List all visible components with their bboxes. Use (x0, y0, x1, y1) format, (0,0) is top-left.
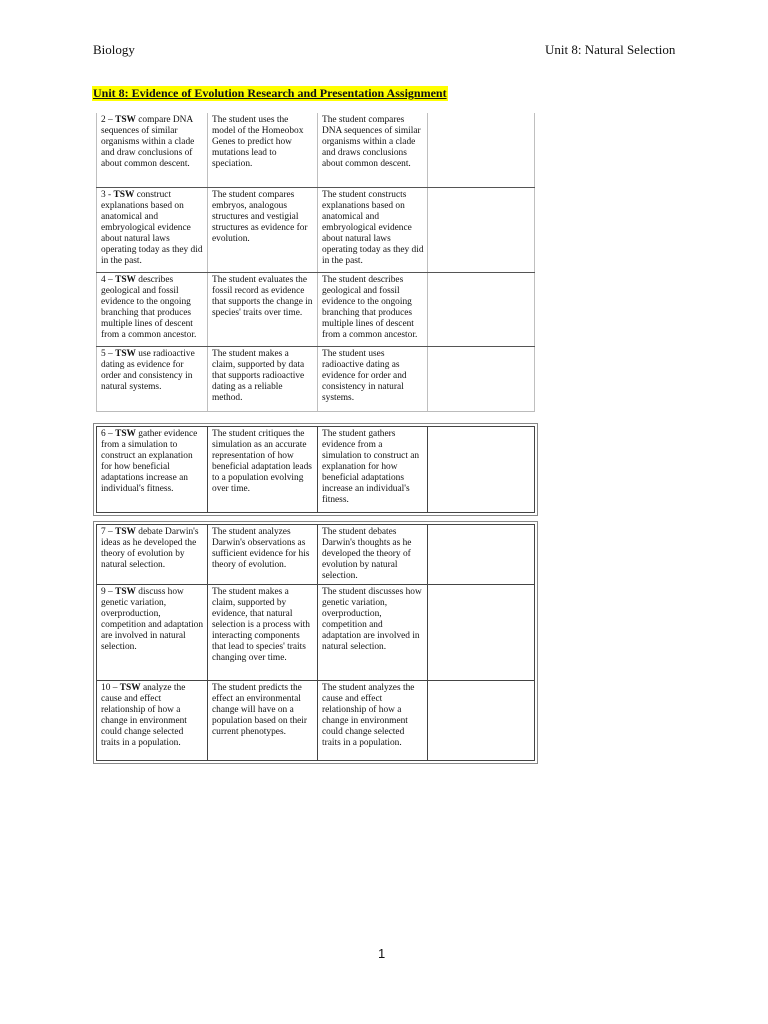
table-row (97, 585, 535, 681)
score-cell (428, 347, 535, 412)
criteria-cell: The student analyzes the cause and effect relationship of how a change in environment could change selected traits in a population. (318, 681, 428, 761)
header-unit: Unit 8: Natural Selection (545, 42, 676, 57)
criteria-cell: The student discusses how genetic variation, overproduction, competition and adaptation are involved in natural selection. (318, 585, 428, 681)
standard-cell: 4 – TSW describes geological and fossil evidence to the ongoing branching that produces multiple lines of descent from a common ancestor. (97, 273, 208, 347)
standard-cell: 9 – TSW discuss how genetic variation, overproduction, competition and adaptation are involved in natural selection. (97, 585, 208, 681)
standards-table-2 (96, 426, 535, 513)
standard-cell: 7 – TSW debate Darwin's ideas as he developed the theory of evolution by natural selection. (97, 525, 208, 585)
table-row (97, 113, 535, 188)
objective-cell: The student evaluates the fossil record as evidence that supports the change in species' traits over time. (208, 273, 318, 347)
criteria-cell: The student debates Darwin's thoughts as he developed the theory of evolution by natural selection. (318, 525, 428, 585)
objective-cell: The student makes a claim, supported by evidence, that natural selection is a process with interacting components that lead to species' traits changing over time. (208, 585, 318, 681)
table-row (97, 347, 535, 412)
criteria-cell: The student compares DNA sequences of similar organisms within a clade and draws conclusions about common descent. (318, 113, 428, 188)
header-subject: Biology (93, 42, 135, 57)
page-title: Unit 8: Evidence of Evolution Research and Presentation Assignment (93, 86, 447, 100)
objective-cell: The student predicts the effect an environmental change will have on a population based on their current phenotypes. (208, 681, 318, 761)
standards-table-1 (96, 113, 535, 412)
criteria-cell: The student constructs explanations based on anatomical and embryological evidence about natural laws operating today as they did in the past. (318, 188, 428, 273)
score-cell (428, 681, 535, 761)
objective-cell: The student uses the model of the Homeobox Genes to predict how mutations lead to speciation. (208, 113, 318, 188)
standard-cell: 10 – TSW analyze the cause and effect relationship of how a change in environment could change selected traits in a population. (97, 681, 208, 761)
score-cell (428, 188, 535, 273)
standard-cell: 5 – TSW use radioactive dating as evidence for order and consistency in natural systems. (97, 347, 208, 412)
table-row (97, 525, 535, 585)
objective-cell: The student critiques the simulation as an accurate representation of how beneficial adaptation leads to a population evolving over time. (208, 427, 318, 513)
score-cell (428, 427, 535, 513)
standards-table-3 (96, 524, 535, 761)
objective-cell: The student analyzes Darwin's observations as sufficient evidence for his theory of evolution. (208, 525, 318, 585)
standard-cell: 6 – TSW gather evidence from a simulation to construct an explanation for how beneficial adaptations increase an individual's fitness. (97, 427, 208, 513)
objective-cell: The student compares embryos, analogous structures and vestigial structures as evidence for evolution. (208, 188, 318, 273)
score-cell (428, 113, 535, 188)
score-cell (428, 273, 535, 347)
table-row (97, 273, 535, 347)
criteria-cell: The student gathers evidence from a simulation to construct an explanation for how beneficial adaptations increase an individual's fitness. (318, 427, 428, 513)
standard-cell: 2 – TSW compare DNA sequences of similar organisms within a clade and draw conclusions of about common descent. (97, 113, 208, 188)
standard-cell: 3 - TSW construct explanations based on anatomical and embryological evidence about natural laws operating today as they did in the past. (97, 188, 208, 273)
criteria-cell: The student uses radioactive dating as evidence for order and consistency in natural systems. (318, 347, 428, 412)
score-cell (428, 585, 535, 681)
table-row (97, 427, 535, 513)
score-cell (428, 525, 535, 585)
objective-cell: The student makes a claim, supported by data that supports radioactive dating as a reliable method. (208, 347, 318, 412)
page-number: 1 (378, 946, 386, 961)
table-row (97, 188, 535, 273)
criteria-cell: The student describes geological and fossil evidence to the ongoing branching that produces multiple lines of descent from a common ancestor. (318, 273, 428, 347)
table-row (97, 681, 535, 761)
